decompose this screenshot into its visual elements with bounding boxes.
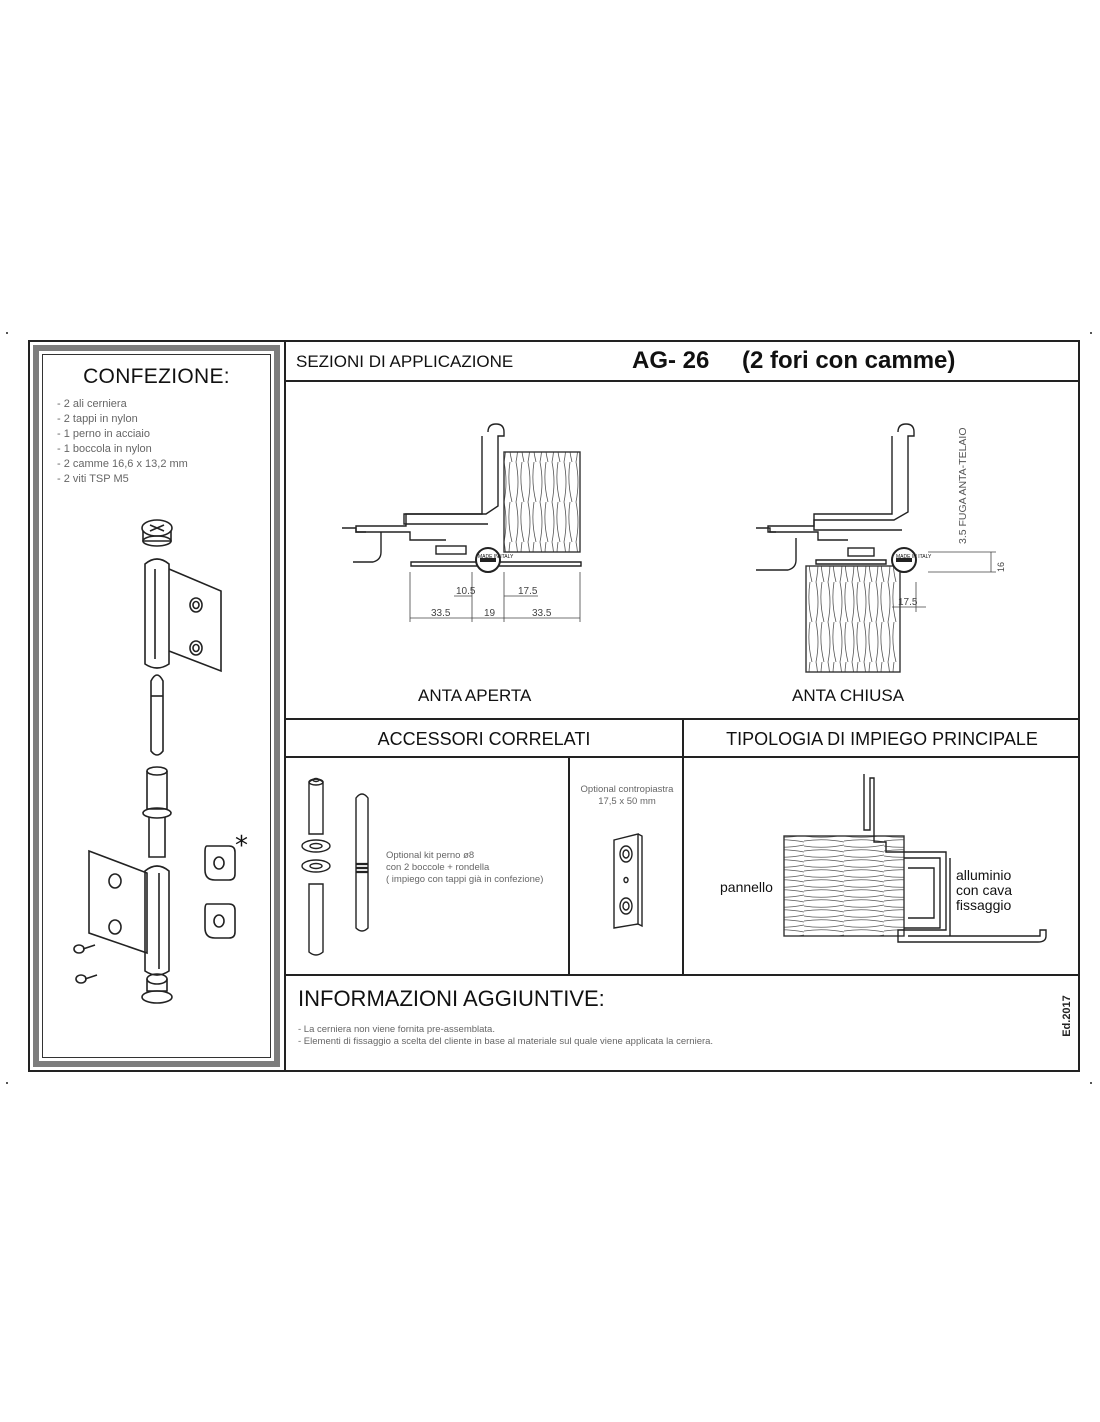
gap-label: 3.5 FUGA ANTA-TELAIO [957, 427, 969, 544]
hinge-wing-upper-icon [145, 559, 221, 671]
steel-pin-icon [151, 675, 163, 755]
made-in-italy-badge: MADE IN ITALY [896, 554, 932, 560]
crop-mark [6, 332, 8, 334]
dimension-label: 10.5 [456, 586, 476, 597]
bushing-icon [309, 779, 323, 835]
dimension-label: 16 [996, 561, 1006, 572]
dimension-label: 33.5 [431, 608, 451, 619]
closed-sash-caption: ANTA CHIUSA [792, 686, 905, 705]
accessories-panel [286, 758, 684, 976]
dimension-label: 17.5 [518, 586, 538, 597]
section-drawings [286, 382, 1080, 718]
package-panel [33, 345, 280, 1067]
dimension-label: 33.5 [532, 608, 552, 619]
product-description: (2 fori con camme) [742, 347, 956, 374]
package-title: CONFEZIONE: [83, 365, 230, 388]
counterplate-icon [614, 834, 642, 928]
package-item: - 2 ali cerniera [57, 398, 127, 410]
nylon-cap-icon [142, 974, 172, 1003]
pin-icon [356, 794, 368, 931]
counterplate-drawing [570, 758, 682, 974]
typology-title: TIPOLOGIA DI IMPIEGO PRINCIPALE [726, 729, 1038, 749]
info-item: - La cerniera non viene fornita pre-assemblata. [298, 1024, 495, 1035]
washer-icon [302, 840, 330, 872]
title-bar [286, 342, 1080, 382]
product-code: AG- 26 [632, 347, 710, 374]
panel-label: pannello [720, 879, 773, 895]
package-item: - 1 boccola in nylon [57, 443, 152, 455]
accessories-header [286, 720, 684, 758]
nylon-bushing-icon [143, 767, 171, 857]
section-title: SEZIONI DI APPLICAZIONE [296, 352, 514, 371]
crop-mark [1090, 1082, 1092, 1084]
package-item: - 2 viti TSP M5 [57, 473, 129, 485]
cam-icon [205, 846, 235, 938]
typology-header [684, 720, 1080, 758]
datasheet [28, 340, 1080, 1072]
asterisk-mark: * [235, 831, 248, 861]
main-area [284, 342, 1080, 1070]
typology-panel [684, 758, 1080, 976]
edition-label: Ed.2017 [1061, 995, 1074, 1037]
bushing-icon [309, 884, 323, 955]
dimension-label: 17.5 [898, 597, 918, 608]
application-sections [286, 382, 1080, 720]
package-item: - 1 perno in acciaio [57, 428, 150, 440]
info-item: - Elementi di fissaggio a scelta del cliente in base al materiale sul quale viene applicata la cerniera. [298, 1036, 714, 1047]
closed-sash-section [756, 424, 916, 672]
screw-icon [74, 945, 97, 983]
crop-mark [6, 1082, 8, 1084]
crop-mark [1090, 332, 1092, 334]
info-list [298, 1024, 713, 1048]
hinge-exploded-drawing [39, 351, 274, 1061]
profile-label: alluminio con cava fissaggio [956, 867, 1013, 913]
open-sash-section [342, 424, 581, 572]
hinge-wing-lower-icon [89, 851, 169, 975]
package-item: - 2 camme 16,6 x 13,2 mm [57, 458, 188, 470]
accessories-title: ACCESSORI CORRELATI [377, 729, 591, 749]
counterplate-description: Optional contropiastra 17,5 x 50 mm [580, 784, 674, 807]
nylon-cap-icon [142, 520, 172, 546]
dimension-label: 19 [484, 608, 496, 619]
typology-drawing [684, 758, 1080, 974]
package-item: - 2 tappi in nylon [57, 413, 138, 425]
pin-kit-description: Optional kit perno ø8 con 2 boccole + rondella ( impiego con tappi già in confezione) [386, 850, 544, 885]
info-title: INFORMAZIONI AGGIUNTIVE: [298, 986, 605, 1011]
open-sash-caption: ANTA APERTA [418, 686, 532, 705]
made-in-italy-badge: MADE IN ITALY [478, 554, 514, 560]
